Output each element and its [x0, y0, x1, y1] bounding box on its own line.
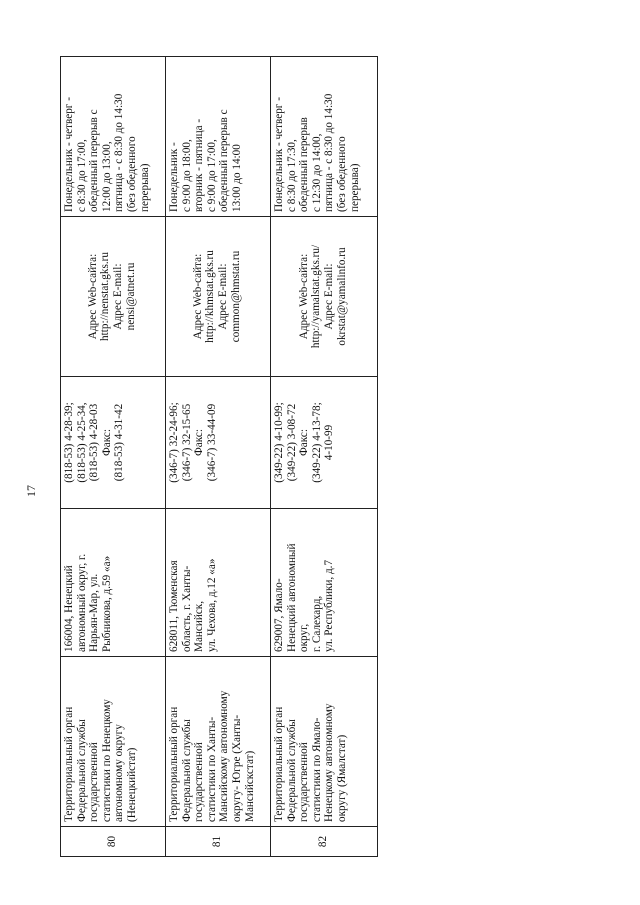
web-contacts-cell: [166, 217, 271, 377]
organization-cell-line: Территориальный орган: [63, 706, 75, 822]
organization-cell-line: Ненецкому автономному: [323, 703, 336, 822]
schedule-cell-line: перерыва): [138, 163, 151, 212]
schedule-cell-line: с 8:30 до 17:30,: [285, 139, 298, 212]
schedule-cell-line: (без обеденного: [125, 136, 138, 212]
phones-cell-line: (346-7) 32-24-96;: [168, 402, 180, 483]
row-number-cell: 82: [271, 827, 378, 857]
address-cell-line: 629007, Ямало-: [273, 578, 285, 652]
web-contacts-cell-line: Адрес Web-сайта:: [86, 253, 99, 340]
row-number-cell: 81: [166, 827, 271, 857]
web-contacts-cell-line: Адрес E-mail:: [217, 263, 229, 330]
schedule-cell-line: обеденный перерыв с: [88, 109, 101, 212]
organization-cell-line: округу- Югре (Ханты-: [230, 714, 243, 822]
row-number-cell: 80: [61, 827, 166, 857]
phones-cell-line: (349-22) 3-08-72: [285, 403, 298, 482]
organization-cell-line: государственной: [88, 742, 101, 822]
organization-cell-line: статистики по Ненецкому: [100, 699, 113, 822]
schedule-cell-line: Понедельник - четверг -: [273, 97, 285, 212]
organization-cell-line: Территориальный орган: [273, 706, 285, 822]
phones-cell-line: 4-10-99: [323, 424, 336, 461]
address-cell-line: Рыбникова, д.59 «а»: [100, 555, 113, 652]
schedule-cell-line: вторник - пятница -: [193, 118, 206, 212]
phones-cell-line: (349-22) 4-13-78;: [310, 402, 323, 483]
address-cell: [271, 509, 378, 657]
address-cell-line: ул. Чехова, д.12 «а»: [205, 558, 218, 652]
organization-cell-line: государственной: [193, 742, 206, 822]
schedule-cell-line: пятница - с 8:30 до 14:30: [323, 93, 336, 212]
address-cell-line: область, г. Ханты-: [180, 565, 193, 652]
schedule-cell-line: 13:00 до 14:00: [230, 144, 243, 212]
page-number: 17: [24, 485, 38, 497]
organization-cell-line: Федеральной службы: [180, 719, 193, 822]
address-cell-line: 628011, Тюменская: [168, 560, 180, 652]
address-cell-line: 166004, Ненецкий: [63, 565, 75, 652]
address-cell-line: г. Салехард,: [310, 595, 323, 652]
web-contacts-cell: [271, 217, 378, 377]
schedule-cell-line: пятница - с 8:30 до 14:30: [113, 93, 126, 212]
phones-cell-line: (818-53) 4-28-03: [88, 403, 101, 482]
phones-cell-line: Факс:: [193, 428, 206, 457]
phones-cell-line: (349-22) 4-10-99;: [273, 402, 285, 483]
organization-cell-line: статистики по Ханты-: [205, 716, 218, 822]
web-contacts-cell-line: http://yamalstat.gks.ru/: [310, 244, 323, 349]
schedule-cell-line: с 12:30 до 14:00,: [310, 133, 323, 212]
phones-cell: [271, 377, 378, 509]
phones-cell: [61, 377, 166, 509]
schedule-cell-line: с 9:00 до 18:00,: [180, 139, 193, 212]
organization-cell-line: Мансийскстат): [243, 750, 256, 822]
phones-cell-line: (346-7) 33-44-09: [205, 403, 218, 482]
address-cell-line: Мансийск,: [193, 600, 206, 652]
web-contacts-cell-line: Адрес E-mail:: [112, 263, 124, 330]
address-cell-line: ул. Республики, д.7: [323, 559, 336, 652]
schedule-cell: [61, 57, 166, 217]
schedule-cell-line: Понедельник - четверг -: [63, 97, 75, 212]
phones-cell-line: (818-53) 4-25-34,: [75, 402, 88, 483]
schedule-cell-line: (без обеденного: [335, 136, 348, 212]
phones-cell-line: Факс:: [100, 428, 113, 457]
address-cell-line: Нарьян-Мар, ул.: [88, 573, 101, 652]
organization-cell-line: Федеральной службы: [75, 719, 88, 822]
web-contacts-cell-line: okrstat@yamalinfo.ru: [335, 247, 348, 346]
table-row: [61, 57, 166, 857]
web-contacts-cell-line: Адрес Web-сайта:: [191, 253, 204, 340]
schedule-cell-line: с 9:00 до 17:00,: [205, 139, 218, 212]
web-contacts-cell-line: Адрес E-mail:: [323, 263, 335, 330]
organization-cell-line: (Ненецкийстат): [125, 747, 138, 822]
address-cell: [166, 509, 271, 657]
phones-cell-line: (346-7) 32-15-65: [180, 403, 193, 482]
address-cell: [61, 509, 166, 657]
phones-cell: [166, 377, 271, 509]
schedule-cell-line: обеденный перерыв: [298, 117, 311, 212]
web-contacts-cell-line: http://khmstat.gks.ru: [204, 250, 217, 343]
table-row: [166, 57, 271, 857]
organization-cell-line: государственной: [298, 742, 311, 822]
phones-cell-line: (818-53) 4-31-42: [113, 403, 126, 482]
table-row: [271, 57, 378, 857]
schedule-cell-line: с 8:30 до 17:00,: [75, 139, 88, 212]
organization-cell-line: округу (Ямалстат): [335, 734, 348, 822]
address-cell-line: Ненецкий автономный: [285, 543, 298, 652]
organization-cell-line: Мансийскому автономному: [218, 690, 231, 822]
organization-cell: [61, 657, 166, 827]
organization-cell-line: Федеральной службы: [285, 719, 298, 822]
schedule-cell-line: перерыва): [348, 163, 361, 212]
web-contacts-cell-line: Адрес Web-сайта:: [297, 253, 310, 340]
schedule-cell: [166, 57, 271, 217]
organization-cell: [166, 657, 271, 827]
organization-cell-line: Территориальный орган: [168, 706, 180, 822]
schedule-cell-line: обеденный перерыв с: [218, 109, 231, 212]
address-cell-line: автономный округ, г.: [75, 553, 88, 652]
address-cell-line: округ,: [298, 623, 311, 652]
web-contacts-cell: [61, 217, 166, 377]
schedule-cell-line: 12:00 до 13:00,: [100, 141, 113, 212]
rotated-page: [18, 57, 361, 857]
schedule-cell: [271, 57, 378, 217]
organization-cell-line: автономному округу: [113, 724, 126, 822]
organization-cell: [271, 657, 378, 827]
organization-cell-line: статистики по Ямало-: [310, 717, 323, 822]
phones-cell-line: (818-53) 4-28-39;: [63, 402, 75, 483]
web-contacts-cell-line: nensi@atnet.ru: [124, 262, 137, 331]
web-contacts-cell-line: common@hmstat.ru: [229, 250, 242, 343]
phones-cell-line: Факс:: [298, 428, 311, 457]
schedule-cell-line: Понедельник -: [168, 142, 180, 212]
web-contacts-cell-line: http://nenstat.gks.ru: [99, 252, 112, 341]
territorial-bodies-table: [60, 56, 378, 857]
